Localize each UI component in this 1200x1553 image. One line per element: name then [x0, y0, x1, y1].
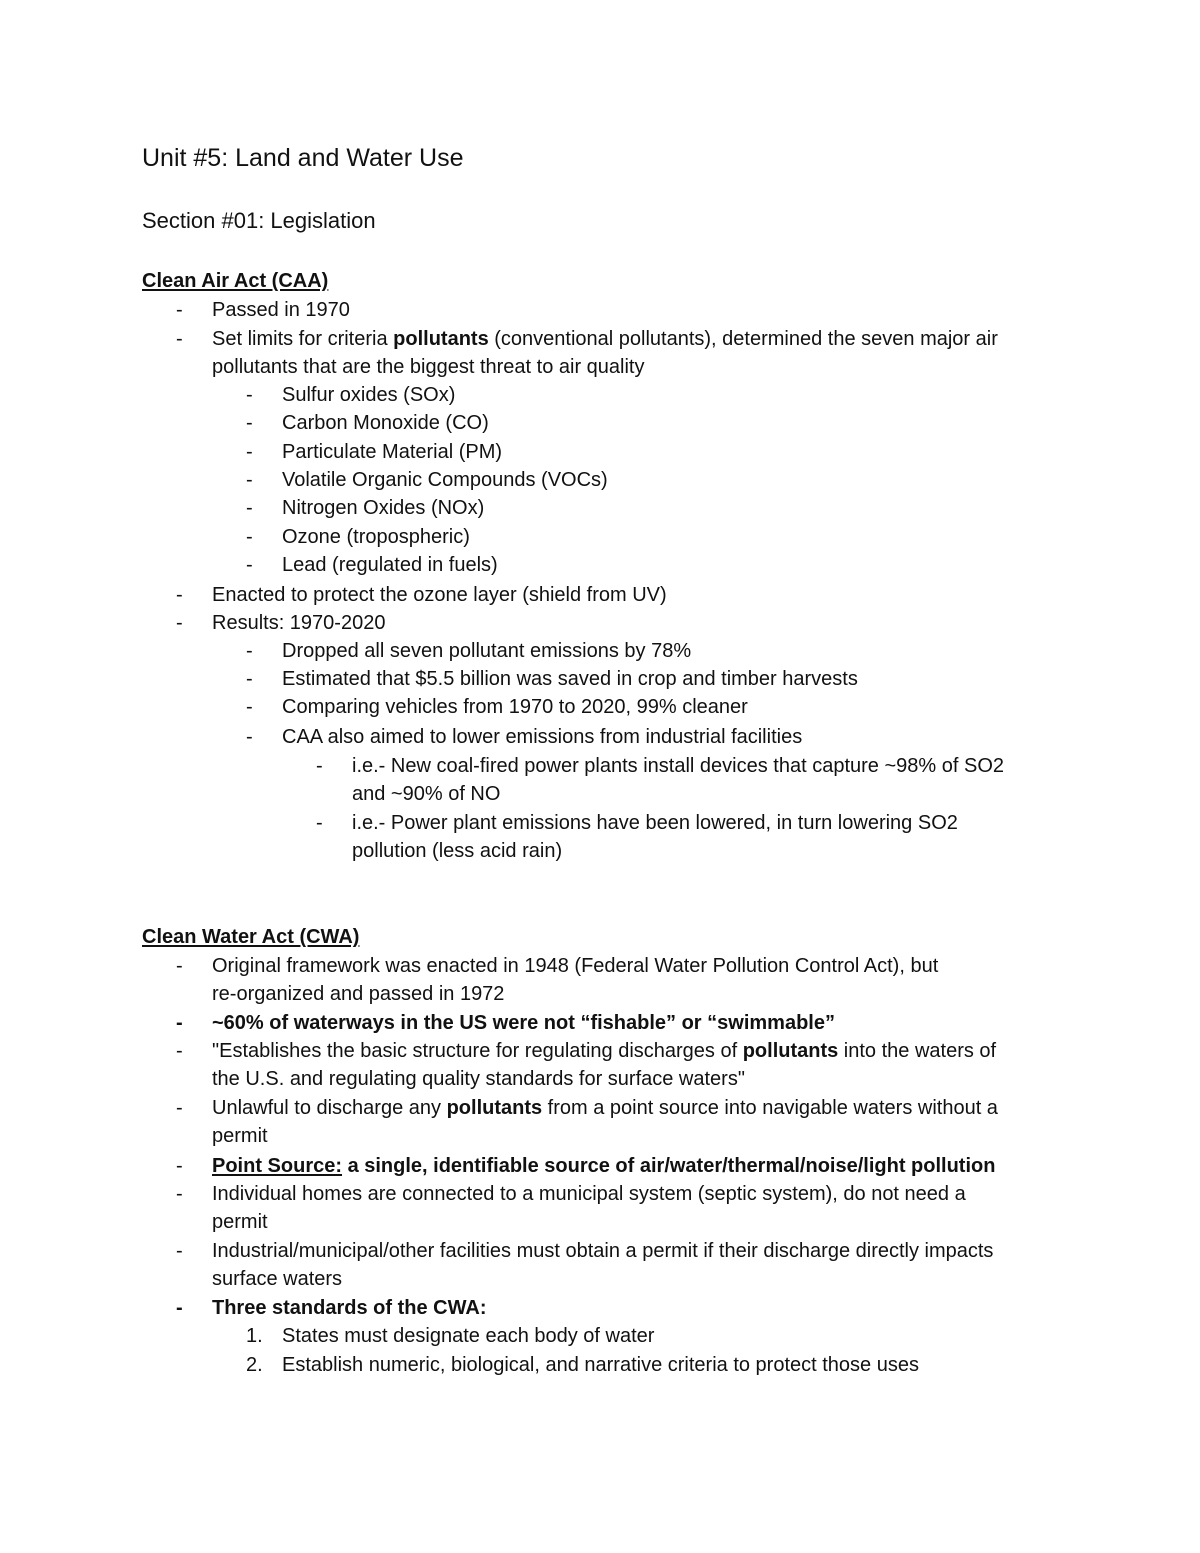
ie-item-cont: pollution (less acid rain) [352, 840, 563, 862]
standard-item: States must designate each body of water [282, 1325, 655, 1347]
bullet-dash: - [176, 1012, 183, 1034]
caa-limits-bold: pollutants [393, 328, 489, 350]
bullet-dash: - [246, 554, 253, 576]
pollutant-item: Volatile Organic Compounds (VOCs) [282, 469, 608, 491]
cwa-homes: Individual homes are connected to a municipal system (septic system), do not need a [212, 1183, 966, 1205]
pollutant-item: Sulfur oxides (SOx) [282, 384, 456, 406]
result-item: Estimated that $5.5 billion was saved in crop and timber harvests [282, 668, 858, 690]
list-number: 2. [246, 1354, 263, 1376]
bullet-dash: - [246, 412, 253, 434]
result-item: Dropped all seven pollutant emissions by 78% [282, 640, 692, 662]
cwa-three-standards: Three standards of the CWA: [212, 1297, 487, 1319]
caa-results: Results: 1970-2020 [212, 612, 386, 634]
point-source-term: Point Source: [212, 1155, 343, 1177]
cwa-industrial-cont: surface waters [212, 1268, 343, 1290]
caa-passed: Passed in 1970 [212, 299, 350, 321]
bullet-dash: - [176, 1040, 183, 1062]
bullet-dash: - [316, 812, 323, 834]
bullet-dash: - [176, 1097, 183, 1119]
bullet-dash: - [246, 640, 253, 662]
ie-item: i.e.- New coal-fired power plants install devices that capture ~98% of SO2 [352, 755, 1004, 777]
bullet-dash: - [176, 584, 183, 606]
bullet-dash: - [246, 469, 253, 491]
bullet-dash: - [176, 1155, 183, 1177]
ie-item-cont: and ~90% of NO [352, 783, 501, 805]
bullet-dash: - [176, 955, 183, 977]
bullet-dash: - [176, 328, 183, 350]
caa-ozone: Enacted to protect the ozone layer (shield from UV) [212, 584, 667, 606]
cwa-heading: Clean Water Act (CWA) [142, 926, 360, 948]
bullet-dash: - [246, 497, 253, 519]
result-item: Comparing vehicles from 1970 to 2020, 99% cleaner [282, 696, 748, 718]
caa-limits-cont: pollutants that are the biggest threat to air quality [212, 356, 645, 378]
bullet-dash: - [316, 755, 323, 777]
cwa-unlawful-text: Unlawful to discharge any [212, 1097, 447, 1119]
cwa-point-source [212, 1153, 995, 1179]
cwa-homes-cont: permit [212, 1211, 268, 1233]
caa-limits-text: Set limits for criteria [212, 328, 394, 350]
bullet-dash: - [246, 384, 253, 406]
bullet-dash: - [246, 526, 253, 548]
caa-heading: Clean Air Act (CAA) [142, 270, 329, 292]
cwa-unlawful-cont: permit [212, 1125, 268, 1147]
bullet-dash: - [176, 1240, 183, 1262]
cwa-framework-cont: re-organized and passed in 1972 [212, 983, 505, 1005]
pollutant-item: Carbon Monoxide (CO) [282, 412, 489, 434]
cwa-establishes-bold: pollutants [742, 1040, 839, 1062]
pollutant-item: Nitrogen Oxides (NOx) [282, 497, 485, 519]
cwa-unlawful-bold: pollutants [446, 1097, 543, 1119]
cwa-framework: Original framework was enacted in 1948 (Federal Water Pollution Control Act), but [212, 955, 939, 977]
cwa-industrial: Industrial/municipal/other facilities must obtain a permit if their discharge directly impacts [212, 1240, 994, 1262]
cwa-establishes-text: "Establishes the basic structure for regulating discharges of [212, 1040, 743, 1062]
pollutant-item: Lead (regulated in fuels) [282, 554, 498, 576]
pollutant-item: Ozone (tropospheric) [282, 526, 470, 548]
cwa-unlawful-text-2: from a point source into navigable waters without a [542, 1097, 998, 1119]
cwa-unlawful [212, 1095, 998, 1121]
pollutant-item: Particulate Material (PM) [282, 441, 503, 463]
bullet-dash: - [246, 696, 253, 718]
bullet-dash: - [176, 612, 183, 634]
caa-limits [212, 326, 998, 352]
bullet-dash: - [246, 726, 253, 748]
cwa-establishes [212, 1038, 996, 1064]
bullet-dash: - [176, 1297, 183, 1319]
bullet-dash: - [176, 1183, 183, 1205]
bullet-dash: - [246, 441, 253, 463]
standard-item: Establish numeric, biological, and narrative criteria to protect those uses [282, 1354, 919, 1376]
page-title: Unit #5: Land and Water Use [142, 144, 464, 172]
section-heading: Section #01: Legislation [142, 208, 376, 233]
point-source-definition: a single, identifiable source of air/water/thermal/noise/light pollution [342, 1155, 996, 1177]
bullet-dash: - [176, 299, 183, 321]
cwa-establishes-cont: the U.S. and regulating quality standards for surface waters" [212, 1068, 745, 1090]
caa-limits-text-2: (conventional pollutants), determined the seven major air [488, 328, 998, 350]
result-item: CAA also aimed to lower emissions from industrial facilities [282, 726, 803, 748]
list-number: 1. [246, 1325, 263, 1347]
cwa-waterways: ~60% of waterways in the US were not “fishable” or “swimmable” [212, 1012, 835, 1034]
ie-item: i.e.- Power plant emissions have been lowered, in turn lowering SO2 [352, 812, 958, 834]
cwa-establishes-text-2: into the waters of [838, 1040, 997, 1062]
bullet-dash: - [246, 668, 253, 690]
